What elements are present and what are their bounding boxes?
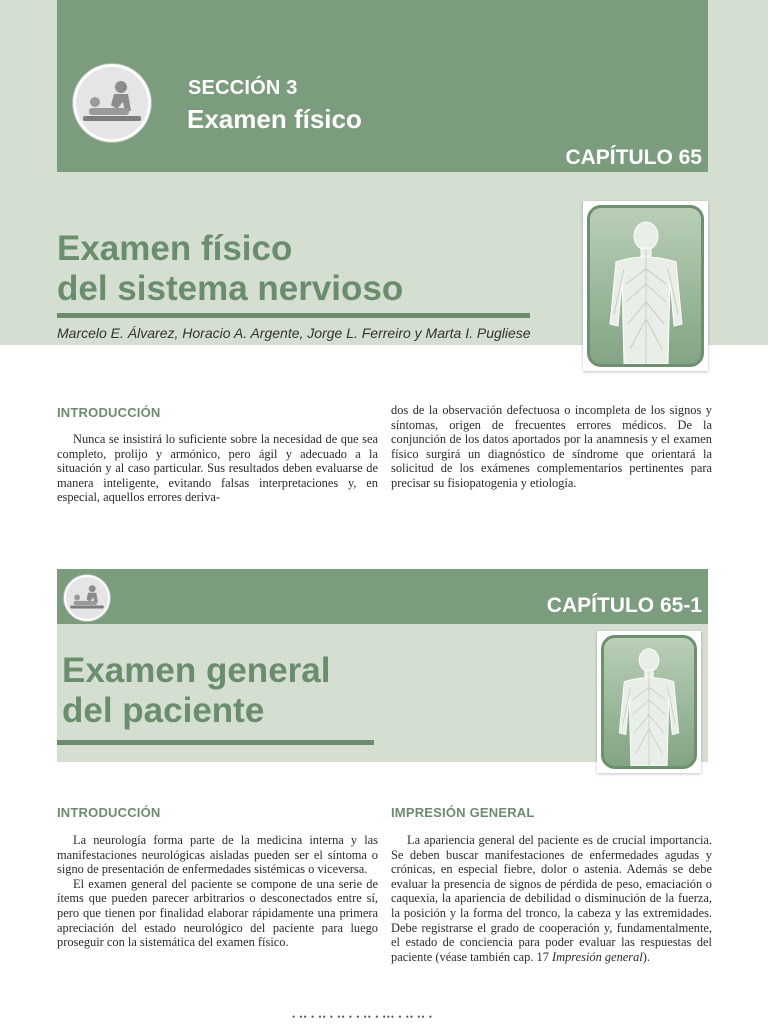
subintro-paragraph-1: La neurología forma parte de la medicina interna y las manifestaciones neurológicas aisladas pueden ser el síntoma o signo de presentación de enfermedades sistémicas o viceversa. (57, 833, 378, 877)
chapter-title-line1: Examen físico (57, 229, 293, 268)
section-label: SECCIÓN 3 (188, 77, 298, 99)
subintro-column (57, 833, 378, 950)
authors: Marcelo E. Álvarez, Horacio A. Argente, Jorge L. Ferreiro y Marta I. Pugliese (57, 325, 531, 341)
impression-text-end: ). (642, 949, 650, 964)
subintro-paragraph-2: El examen general del paciente se compone de una serie de ítems que pueden parecer arbitrarios o desconectados entre sí, pero que tienen por finalidad elaborar rápidamente una primera apreciación del estado neurológico del paciente para luego proseguir con la sistemática del examen físico. (57, 876, 378, 950)
nervous-system-figure (597, 631, 701, 773)
intro-column-1 (57, 432, 378, 505)
footer-dots: • •• • •• • •• • • •• • ••• • •• •• • (292, 1012, 433, 1022)
intro-paragraph-1: Nunca se insistirá lo suficiente sobre la necesidad de que sea completo, prolijo y armónico, pero ágil y adecuado a la situación y al caso particular. Sus resultados deben evaluarse de manera inteligente, evitando falsas interpretaciones y, en especial, aquellos errores deriva- (57, 432, 378, 505)
title-rule (57, 313, 530, 318)
chapter-title-line2: del sistema nervioso (57, 269, 404, 308)
subchapter-title-line2: del paciente (62, 691, 265, 730)
chapter-label: CAPÍTULO 65 (565, 146, 702, 169)
intro-paragraph-2: dos de la observación defectuosa o incompleta de los signos y síntomas, origen de frecuentes errores médicos. De la conjunción de los datos aportados por la anamnesis y el examen físico surgirá un diagnóstico de síndrome que orientará la solicitud de los exámenes complementarios pertinentes para precisar su fisiopatogenia y etiología. (391, 403, 712, 490)
impression-heading: IMPRESIÓN GENERAL (391, 805, 535, 820)
impression-paragraph (391, 833, 712, 964)
intro-heading: INTRODUCCIÓN (57, 405, 161, 420)
examination-icon (64, 575, 110, 621)
section-banner (57, 0, 708, 143)
examination-icon (73, 64, 151, 142)
impression-text: La apariencia general del paciente es de crucial importancia. Se deben buscar manifestaciones de enfermedades agudas y crónicas, en especial fiebre, dolor o astenia. Además se debe evaluar la presencia de signos de pérdida de peso, emaciación o caquexia, la apariencia de debilidad o disminución de la fuerza, la posición y la forma del tronco, la cabeza y las extremidades. Debe registrarse el grado de cooperación y, fundamentalmente, el estado de conciencia para poder evaluar las respuestas del paciente (véase también cap. 17 (391, 833, 712, 964)
subchapter-title-line1: Examen general (62, 651, 331, 690)
impression-column (391, 833, 712, 964)
section-title: Examen físico (187, 104, 362, 134)
subchapter-label: CAPÍTULO 65-1 (546, 594, 702, 617)
subintro-heading: INTRODUCCIÓN (57, 805, 161, 820)
intro-column-2 (391, 403, 712, 491)
nervous-system-figure (583, 201, 708, 371)
subtitle-rule (57, 740, 374, 745)
impression-italic: Impresión general (552, 949, 643, 964)
